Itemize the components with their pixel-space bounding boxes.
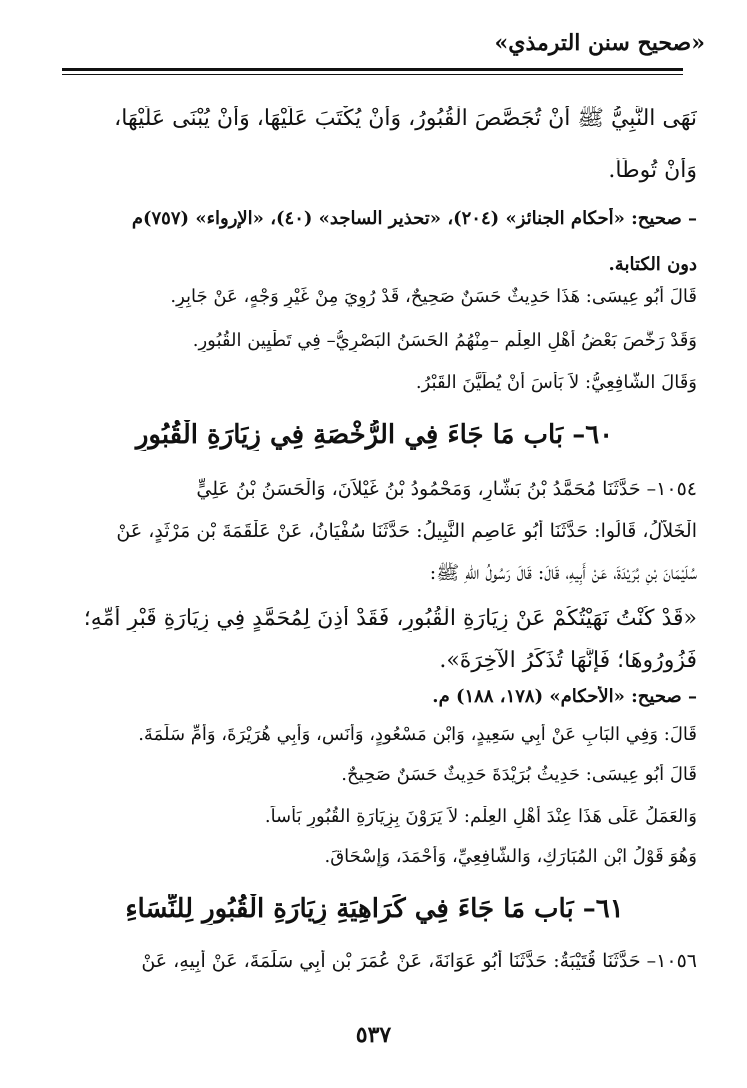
- grading-line: – صحيح: «الأحكام» (١٧٨، ١٨٨) م.: [432, 686, 697, 707]
- isnad-line: سُلَيْمَانَ بْنِ بُرَيْدَةَ، عَنْ أَبِيهِ، قَالَ: قَالَ رَسُولُ اللهِ ﷺ:: [429, 562, 697, 584]
- isnad-line: الْخَلاَّلُ، قَالُوا: حَدَّثَنَا أَبُو عَاصِمٍ النَّبِيلُ: حَدَّثَنَا سُفْيَانُ، عَنْ عَلْقَمَةَ بْنِ مَرْثَدٍ، عَنْ: [116, 520, 697, 542]
- grading-line: – صحيح: «أحكام الجنائز» (٢٠٤)، «تحذير الساجد» (٤٠)، «الإرواء» (٧٥٧)م: [131, 208, 697, 229]
- commentary-line: قَالَ أَبُو عِيسَى: حَدِيثُ بُرَيْدَةَ حَدِيثٌ حَسَنٌ صَحِيحٌ.: [341, 764, 697, 785]
- hadith-text-line: وَأَنْ تُوطَأَ.: [608, 158, 697, 183]
- isnad-line: ١٠٥٤– حَدَّثَنَا مُحَمَّدُ بْنُ بَشَّارٍ، وَمَحْمُودُ بْنُ غَيْلاَنَ، وَالْحَسَنُ بْنُ عَلِيٍّ: [196, 478, 697, 500]
- commentary-line: وَهُوَ قَوْلُ ابْنِ المُبَارَكِ، وَالشَّافِعِيِّ، وَأَحْمَدَ، وَإِسْحَاقَ.: [324, 846, 697, 867]
- header-rule-thin: [62, 74, 683, 75]
- commentary-line: قَالَ: وَفِي البَابِ عَنْ أَبِي سَعِيدٍ، وَابْنِ مَسْعُودٍ، وَأَنَسٍ، وَأَبِي هُرَيْرَةَ، وَأُمِّ سَلَمَةَ.: [138, 724, 697, 745]
- page-number: ٥٣٧: [355, 1022, 392, 1048]
- chapter-heading: ٦١– بَاب مَا جَاءَ فِي كَرَاهِيَةِ زِيَارَةِ الْقُبُورِ لِلنِّسَاءِ: [125, 894, 624, 924]
- grading-line: دون الكتابة.: [608, 254, 697, 275]
- running-title: «صحيح سنن الترمذي»: [494, 30, 705, 56]
- chapter-heading: ٦٠– بَاب مَا جَاءَ فِي الرُّخْصَةِ فِي زِيَارَةِ الْقُبُورِ: [135, 420, 614, 450]
- hadith-text-line: فَزُورُوهَا؛ فَإِنَّهَا تُذَكِّرُ الآخِرَةَ».: [439, 648, 697, 673]
- header-rule: [62, 68, 683, 71]
- isnad-line: ١٠٥٦– حَدَّثَنَا قُتَيْبَةُ: حَدَّثَنَا أَبُو عَوَانَةَ، عَنْ عُمَرَ بْنِ أَبِي سَلَمَةَ، عَنْ أَبِيهِ، عَنْ: [141, 950, 697, 972]
- commentary-line: وَقَالَ الشَّافِعِيُّ: لاَ بَأْسَ أَنْ يُطَيَّنَ القَبْرُ.: [415, 372, 697, 393]
- commentary-line: قَالَ أَبُو عِيسَى: هَذَا حَدِيثٌ حَسَنٌ صَحِيحٌ، قَدْ رُوِيَ مِنْ غَيْرِ وَجْهٍ، عَنْ جَابِرٍ.: [170, 286, 697, 307]
- commentary-line: وَقَدْ رَخَّصَ بَعْضُ أَهْلِ العِلْمِ –مِنْهُمُ الحَسَنُ البَصْرِيُّ– فِي تَطْيِينِ القُبُورِ.: [192, 330, 697, 351]
- hadith-text-line: «قَدْ كُنْتُ نَهَيْتُكُمْ عَنْ زِيَارَةِ الْقُبُورِ، فَقَدْ أُذِنَ لِمُحَمَّدٍ فِي زِيَارَةِ قَبْرِ أُمِّهِ؛: [83, 606, 697, 631]
- commentary-line: وَالعَمَلُ عَلَى هَذَا عِنْدَ أَهْلِ العِلْمِ: لاَ يَرَوْنَ بِزِيَارَةِ القُبُورِ بَأْساً.: [264, 806, 697, 827]
- hadith-text-line: نَهَى النَّبِيُّ ﷺ أَنْ تُجَصَّصَ الْقُبُورُ، وَأَنْ يُكْتَبَ عَلَيْهَا، وَأَنْ يُبْنَى عَلَيْهَا،: [114, 106, 697, 131]
